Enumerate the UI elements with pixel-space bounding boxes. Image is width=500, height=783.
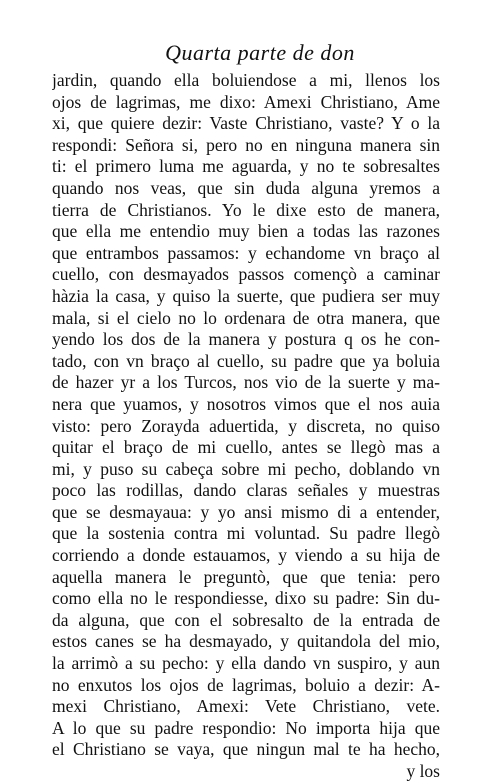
text-line: el Christiano se vaya, que ningun mal te ha hecho, xyxy=(52,739,440,760)
text-line: da alguna, que con el sobresalto de la entrada de xyxy=(52,609,440,630)
text-line: hàzia la casa, y quiso la suerte, que pudiera ser muy xyxy=(52,285,440,306)
text-line: ojos de lagrimas, me dixo: Amexi Christiano, Ame xyxy=(52,91,440,112)
text-line: tado, con vn braço al cuello, su padre que ya boluia xyxy=(52,350,440,371)
text-line: que se desmayaua: y yo ansi mismo di a entender, xyxy=(52,501,440,522)
text-line: quando nos veas, que sin duda alguna yremos a xyxy=(52,177,440,198)
text-line: de hazer yr a los Turcos, nos vio de la suerte y ma- xyxy=(52,372,440,393)
text-line: A lo que su padre respondio: No importa hija que xyxy=(52,717,440,738)
text-line: respondi: Señora si, pero no en ninguna manera sin xyxy=(52,134,440,155)
text-line: que entrambos passamos: y echandome vn braço al xyxy=(52,242,440,263)
text-line: ti: el primero luma me aguarda, y no te sobresaltes xyxy=(52,156,440,177)
text-line: jardin, quando ella boluiendose a mi, llenos los xyxy=(52,70,440,90)
text-line: que la sostenia contra mi voluntad. Su padre llegò xyxy=(52,523,440,544)
text-line: yendo los dos de la manera y postura q os he con- xyxy=(52,329,440,350)
text-line: poco las rodillas, dando claras señales y muestras xyxy=(52,480,440,501)
text-line: mi, y puso su cabeça sobre mi pecho, doblando vn xyxy=(52,458,440,479)
text-line: nera que yuamos, y nosotros vimos que el nos auia xyxy=(52,393,440,414)
text-line: la arrimò a su pecho: y ella dando vn suspiro, y aun xyxy=(52,653,440,674)
text-line: corriendo a donde estauamos, y viendo a su hija de xyxy=(52,545,440,566)
text-line: aquella manera le preguntò, que que tenia: pero xyxy=(52,566,440,587)
text-line: que ella me entendio muy bien a todas las razones xyxy=(52,221,440,242)
text-line: mala, si el cielo no lo ordenara de otra manera, que xyxy=(52,307,440,328)
running-head: Quarta parte de don xyxy=(165,40,355,65)
catchword: y los xyxy=(406,761,440,781)
text-line: visto: pero Zorayda aduertida, y discreta, no quiso xyxy=(52,415,440,436)
text-line: tierra de Christianos. Yo le dixe esto de manera, xyxy=(52,199,440,220)
text-line: xi, que quiere dezir: Vaste Christiano, vaste? Y o la xyxy=(52,113,440,134)
text-line: estos canes se ha desmayado, y quitandola del mio, xyxy=(52,631,440,652)
text-line: cuello, con desmayados passos començò a caminar xyxy=(52,264,440,285)
text-line: mexi Christiano, Amexi: Vete Christiano, vete. xyxy=(52,696,440,717)
text-block xyxy=(52,70,440,783)
text-line: quitar el braço de mi cuello, antes se llegò mas a xyxy=(52,437,440,458)
text-line: como ella no le respondiesse, dixo su padre: Sin du- xyxy=(52,588,440,609)
text-line: no enxutos los ojos de lagrimas, boluio a dezir: A- xyxy=(52,674,440,695)
